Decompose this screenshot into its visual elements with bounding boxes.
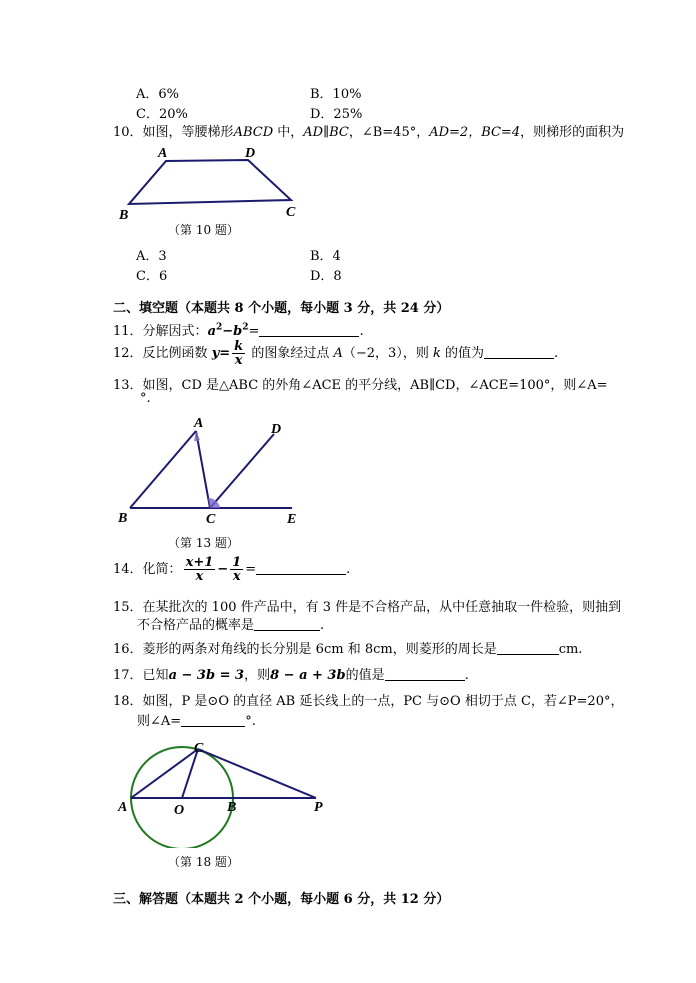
q13-label-b: B: [118, 511, 128, 526]
q13-number: 13．: [113, 378, 143, 393]
q18-line2: [137, 710, 256, 729]
q18-label-c: C: [194, 741, 204, 756]
q17-post: 的值是: [345, 668, 385, 683]
q16-answer-blank[interactable]: [497, 642, 559, 655]
q15-text: 在某批次的 100 件产品中，有 3 件是不合格产品，从中任意抽取一件检验，则抽到: [142, 600, 622, 615]
q13-caption: （第 13 题）: [168, 536, 239, 550]
q9-option-b: B．10%: [310, 87, 362, 102]
q14-numerator-2: 1: [232, 555, 242, 570]
q17-number: 17．: [113, 668, 143, 683]
q18-end: °.: [245, 714, 256, 729]
q12-coords: （−2，3）: [342, 346, 403, 361]
q9-option-a: A．6%: [136, 87, 180, 102]
q14-denominator-1: x: [195, 569, 204, 584]
q11-sq2: 2: [242, 322, 249, 333]
q17-answer-blank[interactable]: [385, 668, 465, 681]
q10-option-b: B．4: [310, 249, 341, 264]
q10-trapezoid-figure: [110, 143, 310, 223]
q10-option-a: A．3: [136, 249, 167, 264]
q9-option-c: C．20%: [136, 107, 188, 122]
q13-label-e: E: [287, 512, 297, 527]
q14-denominator-2: x: [232, 569, 241, 584]
q12-eq: =: [219, 346, 231, 361]
q10-cond1: AD∥BC: [303, 125, 349, 140]
q12: [113, 340, 558, 367]
q12-denominator: x: [234, 353, 243, 368]
q10-stem: [113, 121, 624, 140]
q16: [113, 638, 582, 657]
q18-line-cp: [198, 749, 316, 798]
q18-number: 18．: [113, 694, 143, 709]
q18-answer-blank[interactable]: [181, 714, 245, 727]
q11-sq1: 2: [216, 322, 223, 333]
q18-text-2: 则∠A=: [137, 714, 182, 729]
q11-b: b: [233, 324, 243, 339]
q10-text: 如图，等腰梯形: [142, 125, 234, 140]
q10-cond2: ，∠B=45°，: [348, 125, 430, 140]
q10-label-d: D: [245, 146, 256, 161]
q12-numerator: k: [234, 339, 244, 354]
q10-label-a: A: [158, 146, 168, 161]
q12-mid: 的图象经过点: [251, 346, 330, 361]
q17-expression: 8 − a + 3b: [270, 668, 346, 683]
q18-text: 如图，P 是⊙O 的直径 AB 延长线上的一点，PC 与⊙O 相切于点 C，若∠P=20°，: [142, 694, 624, 709]
q13-triangle-figure: [112, 412, 312, 528]
q11-answer-blank[interactable]: [259, 324, 359, 337]
q14-numerator-1: x+1: [185, 555, 214, 570]
q12-fraction: [232, 340, 245, 367]
q12-y: y: [211, 346, 220, 361]
q14-fraction-1: [184, 556, 216, 583]
q11-end: .: [359, 324, 364, 339]
q18-label-p: P: [314, 800, 323, 815]
q10-number: 10．: [113, 125, 143, 140]
q14-eq: =: [245, 562, 257, 577]
q17: [113, 664, 469, 683]
q10-label-b: B: [119, 208, 129, 223]
q18-line-ac: [131, 749, 198, 798]
q17-condition: a − 3b = 3: [168, 668, 245, 683]
q12-end: .: [554, 346, 559, 361]
q18-line1: [113, 690, 623, 709]
q13-label-a: A: [194, 416, 204, 431]
q17-mid: ，则: [244, 668, 271, 683]
q18-caption: （第 18 题）: [168, 855, 239, 869]
q11-minus: −: [222, 324, 234, 339]
q13-text: 如图，CD 是△ABC 的外角∠ACE 的平分线，AB∥CD，∠ACE=100°，则∠A=: [142, 378, 608, 393]
q12-answer-blank[interactable]: [484, 346, 554, 359]
q15-number: 15．: [113, 600, 143, 615]
q16-text: 菱形的两条对角线的长分别是 6cm 和 8cm，则菱形的周长是: [142, 642, 497, 657]
q11-text: 分解因式：: [142, 324, 208, 339]
q17-pre: 已知: [142, 668, 169, 683]
q18-label-a: A: [118, 800, 128, 815]
q15-end: .: [320, 618, 325, 633]
q11: [113, 320, 364, 339]
q10-option-c: C．6: [136, 269, 168, 284]
q10-label-c: C: [286, 205, 296, 220]
q11-a: a: [207, 324, 216, 339]
q14-fraction-2: [230, 556, 243, 583]
q15-line1: [113, 596, 621, 615]
q18-label-o: O: [174, 803, 185, 818]
q10-text-zh: 中，: [273, 125, 304, 140]
q14: [113, 556, 350, 583]
q12-text: 反比例函数: [142, 346, 208, 361]
q15-answer-blank[interactable]: [254, 618, 320, 631]
q10-cond3: AD=2，BC=4: [429, 125, 521, 140]
q12-post1: ，则: [402, 346, 429, 361]
q18-line-oc: [182, 749, 198, 798]
q12-number: 12．: [113, 346, 143, 361]
q13-label-d: D: [271, 422, 282, 437]
q14-end: .: [346, 562, 351, 577]
q12-point: A: [333, 346, 343, 361]
q17-end: .: [464, 668, 469, 683]
q13-line-ac: [196, 431, 210, 508]
q13-line1: [113, 374, 608, 393]
q18-circle-figure: [112, 736, 332, 848]
q13-line-cd: [210, 434, 274, 508]
q18-label-b: B: [227, 800, 237, 815]
q16-end: cm.: [558, 642, 583, 657]
q15-line2: [137, 614, 324, 633]
q10-abcd: ABCD: [233, 125, 274, 140]
q10-trapezoid: [129, 160, 291, 204]
q14-number: 14．: [113, 562, 143, 577]
section-3-heading: 三、解答题（本题共 2 个小题，每小题 6 分，共 12 分）: [113, 892, 450, 907]
q9-option-d: D．25%: [310, 107, 363, 122]
q14-text: 化简：: [142, 562, 182, 577]
q13-line2: °.: [140, 391, 151, 406]
q16-number: 16．: [113, 642, 143, 657]
q14-answer-blank[interactable]: [256, 562, 346, 575]
q10-option-d: D．8: [310, 269, 342, 284]
q12-post2: 的值为: [445, 346, 485, 361]
q11-eq: =: [248, 324, 260, 339]
q11-number: 11．: [113, 324, 143, 339]
q12-k: k: [432, 346, 441, 361]
section-2-heading: 二、填空题（本题共 8 个小题，每小题 3 分，共 24 分）: [113, 301, 450, 316]
q14-minus: −: [217, 562, 229, 577]
q15-text-2: 不合格产品的概率是: [137, 618, 255, 633]
q10-text-post: ，则梯形的面积为: [520, 125, 625, 140]
q10-caption: （第 10 题）: [168, 223, 239, 237]
q13-label-c: C: [206, 512, 216, 527]
q13-line-ab: [130, 431, 196, 508]
